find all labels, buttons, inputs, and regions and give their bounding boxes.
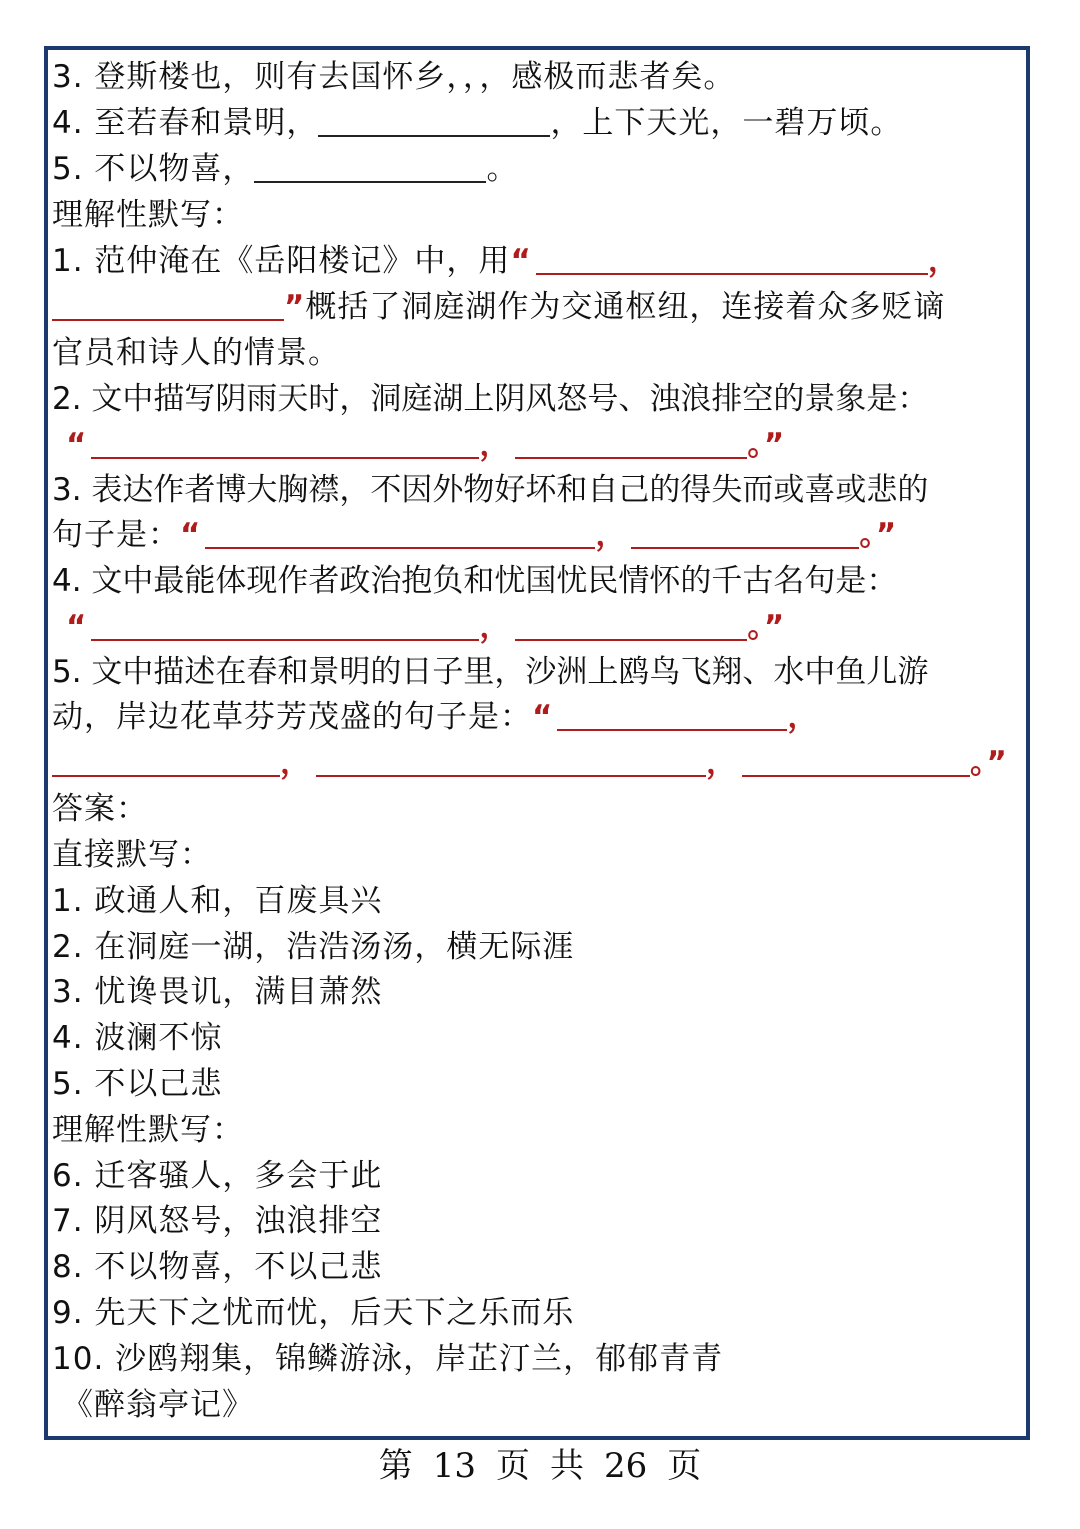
fill-line xyxy=(52,147,518,191)
period-mark: 。 xyxy=(859,517,876,553)
comma-mark: ， xyxy=(927,243,960,279)
comma-mark: ， xyxy=(280,745,312,781)
answer-blank[interactable] xyxy=(205,517,595,549)
answer-blank[interactable] xyxy=(631,517,859,549)
fill-line xyxy=(66,605,785,649)
comma-mark: ， xyxy=(787,699,820,735)
fill-line xyxy=(52,101,902,145)
page-footer xyxy=(0,1444,1080,1488)
open-quote: “ xyxy=(66,609,88,645)
answer-blank[interactable] xyxy=(52,289,284,321)
prompt-text: ，上下天光，一碧万顷。 xyxy=(550,105,903,141)
close-quote: ” xyxy=(875,517,898,553)
open-quote: “ xyxy=(180,517,202,553)
section-heading: 答案： xyxy=(52,791,148,827)
answer-line: 9. 先天下之忧而忧，后天下之乐而乐 xyxy=(52,1295,575,1331)
period-mark: 。 xyxy=(747,427,764,463)
answer-line: 1. 政通人和，百废具兴 xyxy=(52,883,383,919)
comma-mark: ， xyxy=(595,517,628,553)
fill-line xyxy=(52,513,897,557)
footer-word: 第 xyxy=(378,1446,413,1486)
prompt-text: 概括了洞庭湖作为交通枢纽，连接着众多贬谪 xyxy=(305,289,946,325)
section-heading: 直接默写： xyxy=(52,837,212,873)
open-quote: “ xyxy=(532,699,554,735)
fill-line xyxy=(52,285,945,329)
period-mark: 。 xyxy=(747,609,764,645)
answer-line: 3. 忧谗畏讥，满目萧然 xyxy=(52,974,383,1010)
footer-word: 页 xyxy=(667,1446,702,1486)
next-section-title: 《醉翁亭记》 xyxy=(62,1387,254,1423)
open-quote: “ xyxy=(510,243,532,279)
prompt-text: 动，岸边花草芬芳茂盛的句子是： xyxy=(52,699,532,735)
prompt-text: 句子是： xyxy=(52,517,180,553)
comma-mark: ， xyxy=(706,745,738,781)
answer-blank[interactable] xyxy=(316,745,706,777)
page-number: 13 xyxy=(432,1446,476,1486)
answer-line: 7. 阴风怒号，浊浪排空 xyxy=(52,1203,383,1239)
answer-blank[interactable] xyxy=(52,745,280,777)
answer-blank[interactable] xyxy=(91,427,479,459)
text-line: 官员和诗人的情景。 xyxy=(52,335,340,371)
answer-blank[interactable] xyxy=(557,699,787,731)
text-line: 5. 文中描述在春和景明的日子里，沙洲上鸥鸟飞翔、水中鱼儿游 xyxy=(52,654,929,690)
text-line: 2. 文中描写阴雨天时，洞庭湖上阴风怒号、浊浪排空的景象是： xyxy=(52,381,929,417)
fill-line xyxy=(52,741,1008,785)
footer-word: 页 xyxy=(496,1446,530,1486)
page-total: 26 xyxy=(604,1446,648,1486)
section-heading: 理解性默写： xyxy=(52,1112,244,1148)
prompt-text: 5. 不以物喜， xyxy=(52,151,255,187)
text-line: 3. 表达作者博大胸襟，不因外物好坏和自己的得失而或喜或悲的 xyxy=(52,472,929,508)
prompt-text: 4. 至若春和景明， xyxy=(52,105,319,141)
close-quote: ” xyxy=(763,427,786,463)
answer-line: 4. 波澜不惊 xyxy=(52,1020,223,1056)
text-line: 4. 文中最能体现作者政治抱负和忧国忧民情怀的千古名句是： xyxy=(52,563,898,599)
comma-mark: ， xyxy=(479,609,512,645)
answer-line: 8. 不以物喜，不以己悲 xyxy=(52,1249,383,1285)
footer-word: 共 xyxy=(550,1446,584,1486)
close-quote: ” xyxy=(986,745,1008,781)
fill-line xyxy=(52,695,819,739)
open-quote: “ xyxy=(66,427,88,463)
text-line: 3. 登斯楼也，则有去国怀乡，，，感极而悲者矣。 xyxy=(52,59,736,95)
period-mark: 。 xyxy=(970,745,987,781)
answer-blank[interactable] xyxy=(91,609,479,641)
answer-line: 10. 沙鸥翔集，锦鳞游泳，岸芷汀兰，郁郁青青 xyxy=(52,1341,724,1377)
answer-blank[interactable] xyxy=(742,745,970,777)
answer-blank[interactable] xyxy=(515,427,747,459)
answer-line: 5. 不以己悲 xyxy=(52,1066,223,1102)
prompt-text: 1. 范仲淹在《岳阳楼记》中，用 xyxy=(52,243,511,279)
answer-line: 2. 在洞庭一湖，浩浩汤汤，横无际涯 xyxy=(52,929,575,965)
fill-line xyxy=(52,239,960,283)
section-heading: 理解性默写： xyxy=(52,197,244,233)
comma-mark: ， xyxy=(479,427,512,463)
prompt-text: 。 xyxy=(486,151,519,187)
fill-line xyxy=(66,423,785,467)
close-quote: ” xyxy=(284,289,306,325)
answer-blank[interactable] xyxy=(318,105,550,137)
answer-line: 6. 迁客骚人，多会于此 xyxy=(52,1158,383,1194)
close-quote: ” xyxy=(763,609,786,645)
answer-blank[interactable] xyxy=(254,151,486,183)
answer-blank[interactable] xyxy=(515,609,747,641)
answer-blank[interactable] xyxy=(536,243,928,275)
